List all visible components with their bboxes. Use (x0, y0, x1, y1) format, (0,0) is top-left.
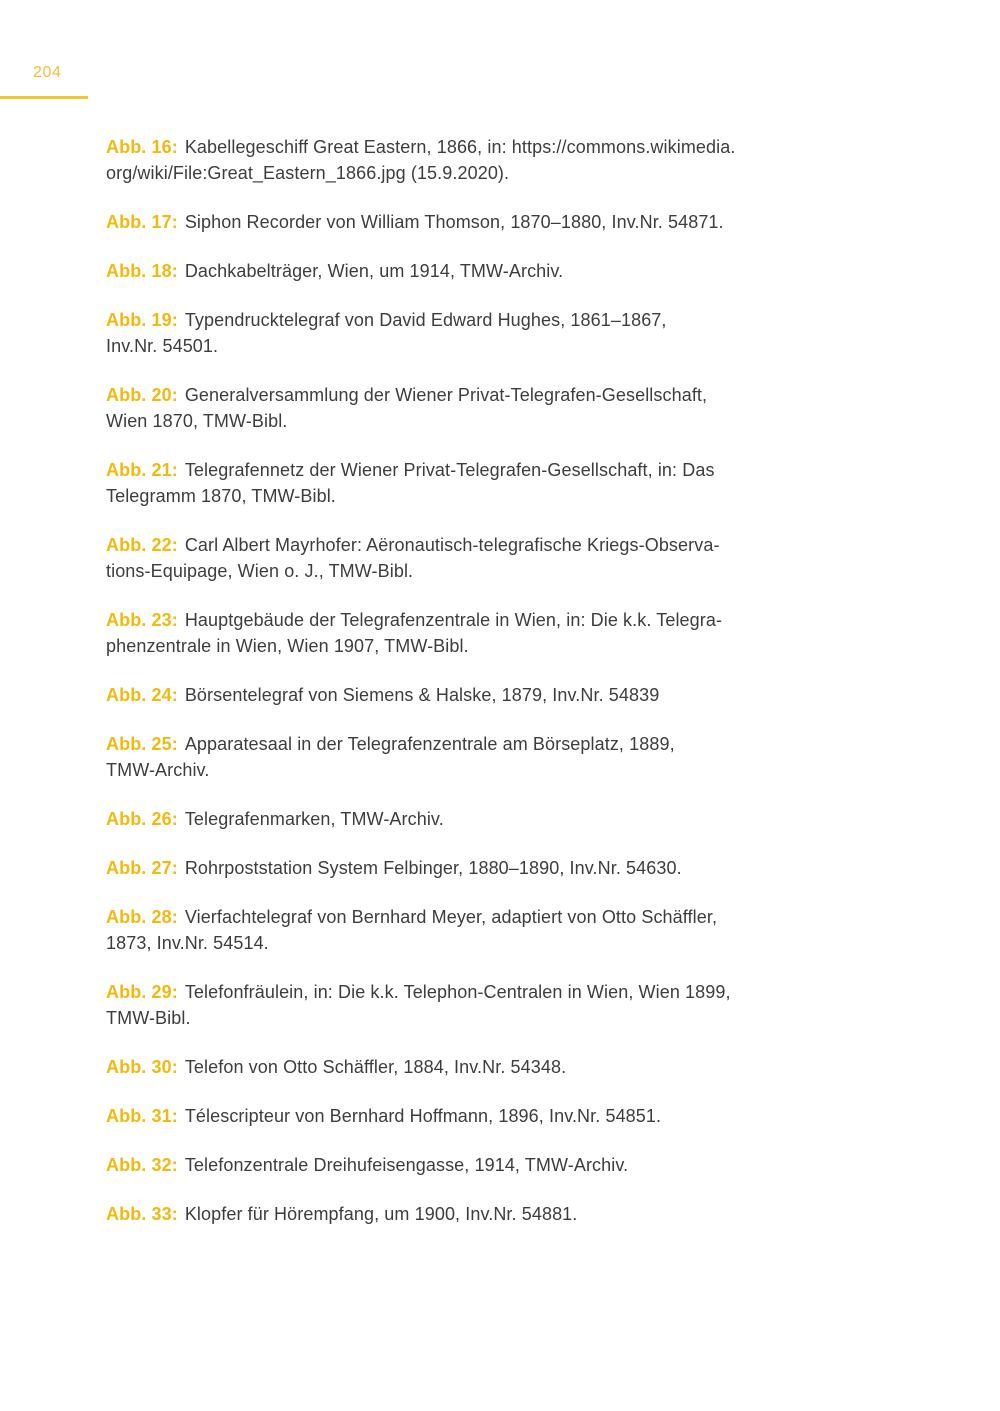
figure-caption-label: Abb. 31: (106, 1106, 178, 1126)
figure-caption-line1: Vierfachtelegraf von Bernhard Meyer, adaptiert von Otto Schäffler, (184, 907, 718, 927)
figure-caption-label: Abb. 21: (106, 460, 178, 480)
figure-caption-label: Abb. 26: (106, 809, 178, 829)
figure-caption-label: Abb. 22: (106, 535, 178, 555)
figure-caption-line1: Telefonzentrale Dreihufeisengasse, 1914, TMW-Archiv. (184, 1155, 629, 1175)
figure-caption-line2: org/wiki/File:Great_Eastern_1866.jpg (15.9.2020). (106, 163, 510, 183)
figure-caption (106, 382, 866, 434)
figure-caption-line2: phenzentrale in Wien, Wien 1907, TMW-Bibl. (106, 636, 469, 656)
figure-caption-line1: Generalversammlung der Wiener Privat-Telegrafen-Gesellschaft, (184, 385, 708, 405)
figure-caption (106, 607, 866, 659)
figure-caption-label: Abb. 18: (106, 261, 178, 281)
figure-caption-line2: tions-Equipage, Wien o. J., TMW-Bibl. (106, 561, 414, 581)
figure-caption-line1: Telegrafenmarken, TMW-Archiv. (184, 809, 444, 829)
figure-caption-line1: Telegrafennetz der Wiener Privat-Telegrafen-Gesellschaft, in: Das (184, 460, 715, 480)
figure-caption-label: Abb. 28: (106, 907, 178, 927)
figure-caption (106, 855, 866, 881)
figure-caption-label: Abb. 20: (106, 385, 178, 405)
figure-caption-line2: Inv.Nr. 54501. (106, 336, 219, 356)
figure-caption-label: Abb. 27: (106, 858, 178, 878)
figure-caption (106, 1054, 866, 1080)
figure-caption-line2: TMW-Archiv. (106, 760, 210, 780)
figure-caption (106, 1103, 866, 1129)
figure-caption (106, 904, 866, 956)
figure-caption (106, 1201, 866, 1227)
figure-caption-line1: Dachkabelträger, Wien, um 1914, TMW-Archiv. (184, 261, 564, 281)
figure-caption-line1: Kabellegeschiff Great Eastern, 1866, in: https://commons.wikimedia. (184, 137, 736, 157)
figure-caption-label: Abb. 16: (106, 137, 178, 157)
figure-caption-line1: Carl Albert Mayrhofer: Aëronautisch-telegrafische Kriegs-Observa- (184, 535, 720, 555)
figure-caption-line2: 1873, Inv.Nr. 54514. (106, 933, 269, 953)
figure-caption-line1: Telefonfräulein, in: Die k.k. Telephon-Centralen in Wien, Wien 1899, (184, 982, 731, 1002)
figure-caption (106, 682, 866, 708)
figure-caption-label: Abb. 19: (106, 310, 178, 330)
figure-caption (106, 457, 866, 509)
figure-caption-line2: Wien 1870, TMW-Bibl. (106, 411, 288, 431)
page-number: 204 (33, 64, 62, 81)
figure-caption-line2: Telegramm 1870, TMW-Bibl. (106, 486, 336, 506)
figure-caption-line1: Hauptgebäude der Telegrafenzentrale in Wien, in: Die k.k. Telegra- (184, 610, 723, 630)
figure-caption-line1: Typendrucktelegraf von David Edward Hughes, 1861–1867, (184, 310, 667, 330)
figure-caption-label: Abb. 23: (106, 610, 178, 630)
figure-caption-label: Abb. 17: (106, 212, 178, 232)
figure-caption-label: Abb. 30: (106, 1057, 178, 1077)
figure-caption-label: Abb. 32: (106, 1155, 178, 1175)
figure-caption-line1: Apparatesaal in der Telegrafenzentrale am Börseplatz, 1889, (184, 734, 675, 754)
figure-caption (106, 806, 866, 832)
figure-caption (106, 1152, 866, 1178)
figure-caption-line1: Klopfer für Hörempfang, um 1900, Inv.Nr. 54881. (184, 1204, 578, 1224)
figure-caption-line1: Télescripteur von Bernhard Hoffmann, 1896, Inv.Nr. 54851. (184, 1106, 662, 1126)
figure-caption-list (106, 134, 866, 1250)
figure-caption-line1: Siphon Recorder von William Thomson, 1870–1880, Inv.Nr. 54871. (184, 212, 724, 232)
figure-caption-label: Abb. 33: (106, 1204, 178, 1224)
figure-caption-label: Abb. 29: (106, 982, 178, 1002)
figure-caption (106, 209, 866, 235)
figure-caption (106, 258, 866, 284)
figure-caption (106, 731, 866, 783)
figure-caption-line1: Rohrpoststation System Felbinger, 1880–1890, Inv.Nr. 54630. (184, 858, 682, 878)
figure-caption (106, 134, 866, 186)
figure-caption-label: Abb. 24: (106, 685, 178, 705)
figure-caption-line1: Börsentelegraf von Siemens & Halske, 1879, Inv.Nr. 54839 (184, 685, 660, 705)
figure-caption-label: Abb. 25: (106, 734, 178, 754)
figure-caption (106, 307, 866, 359)
figure-caption-line2: TMW-Bibl. (106, 1008, 191, 1028)
figure-caption-line1: Telefon von Otto Schäffler, 1884, Inv.Nr. 54348. (184, 1057, 567, 1077)
page-number-rule (0, 96, 88, 99)
figure-caption (106, 532, 866, 584)
figure-caption (106, 979, 866, 1031)
